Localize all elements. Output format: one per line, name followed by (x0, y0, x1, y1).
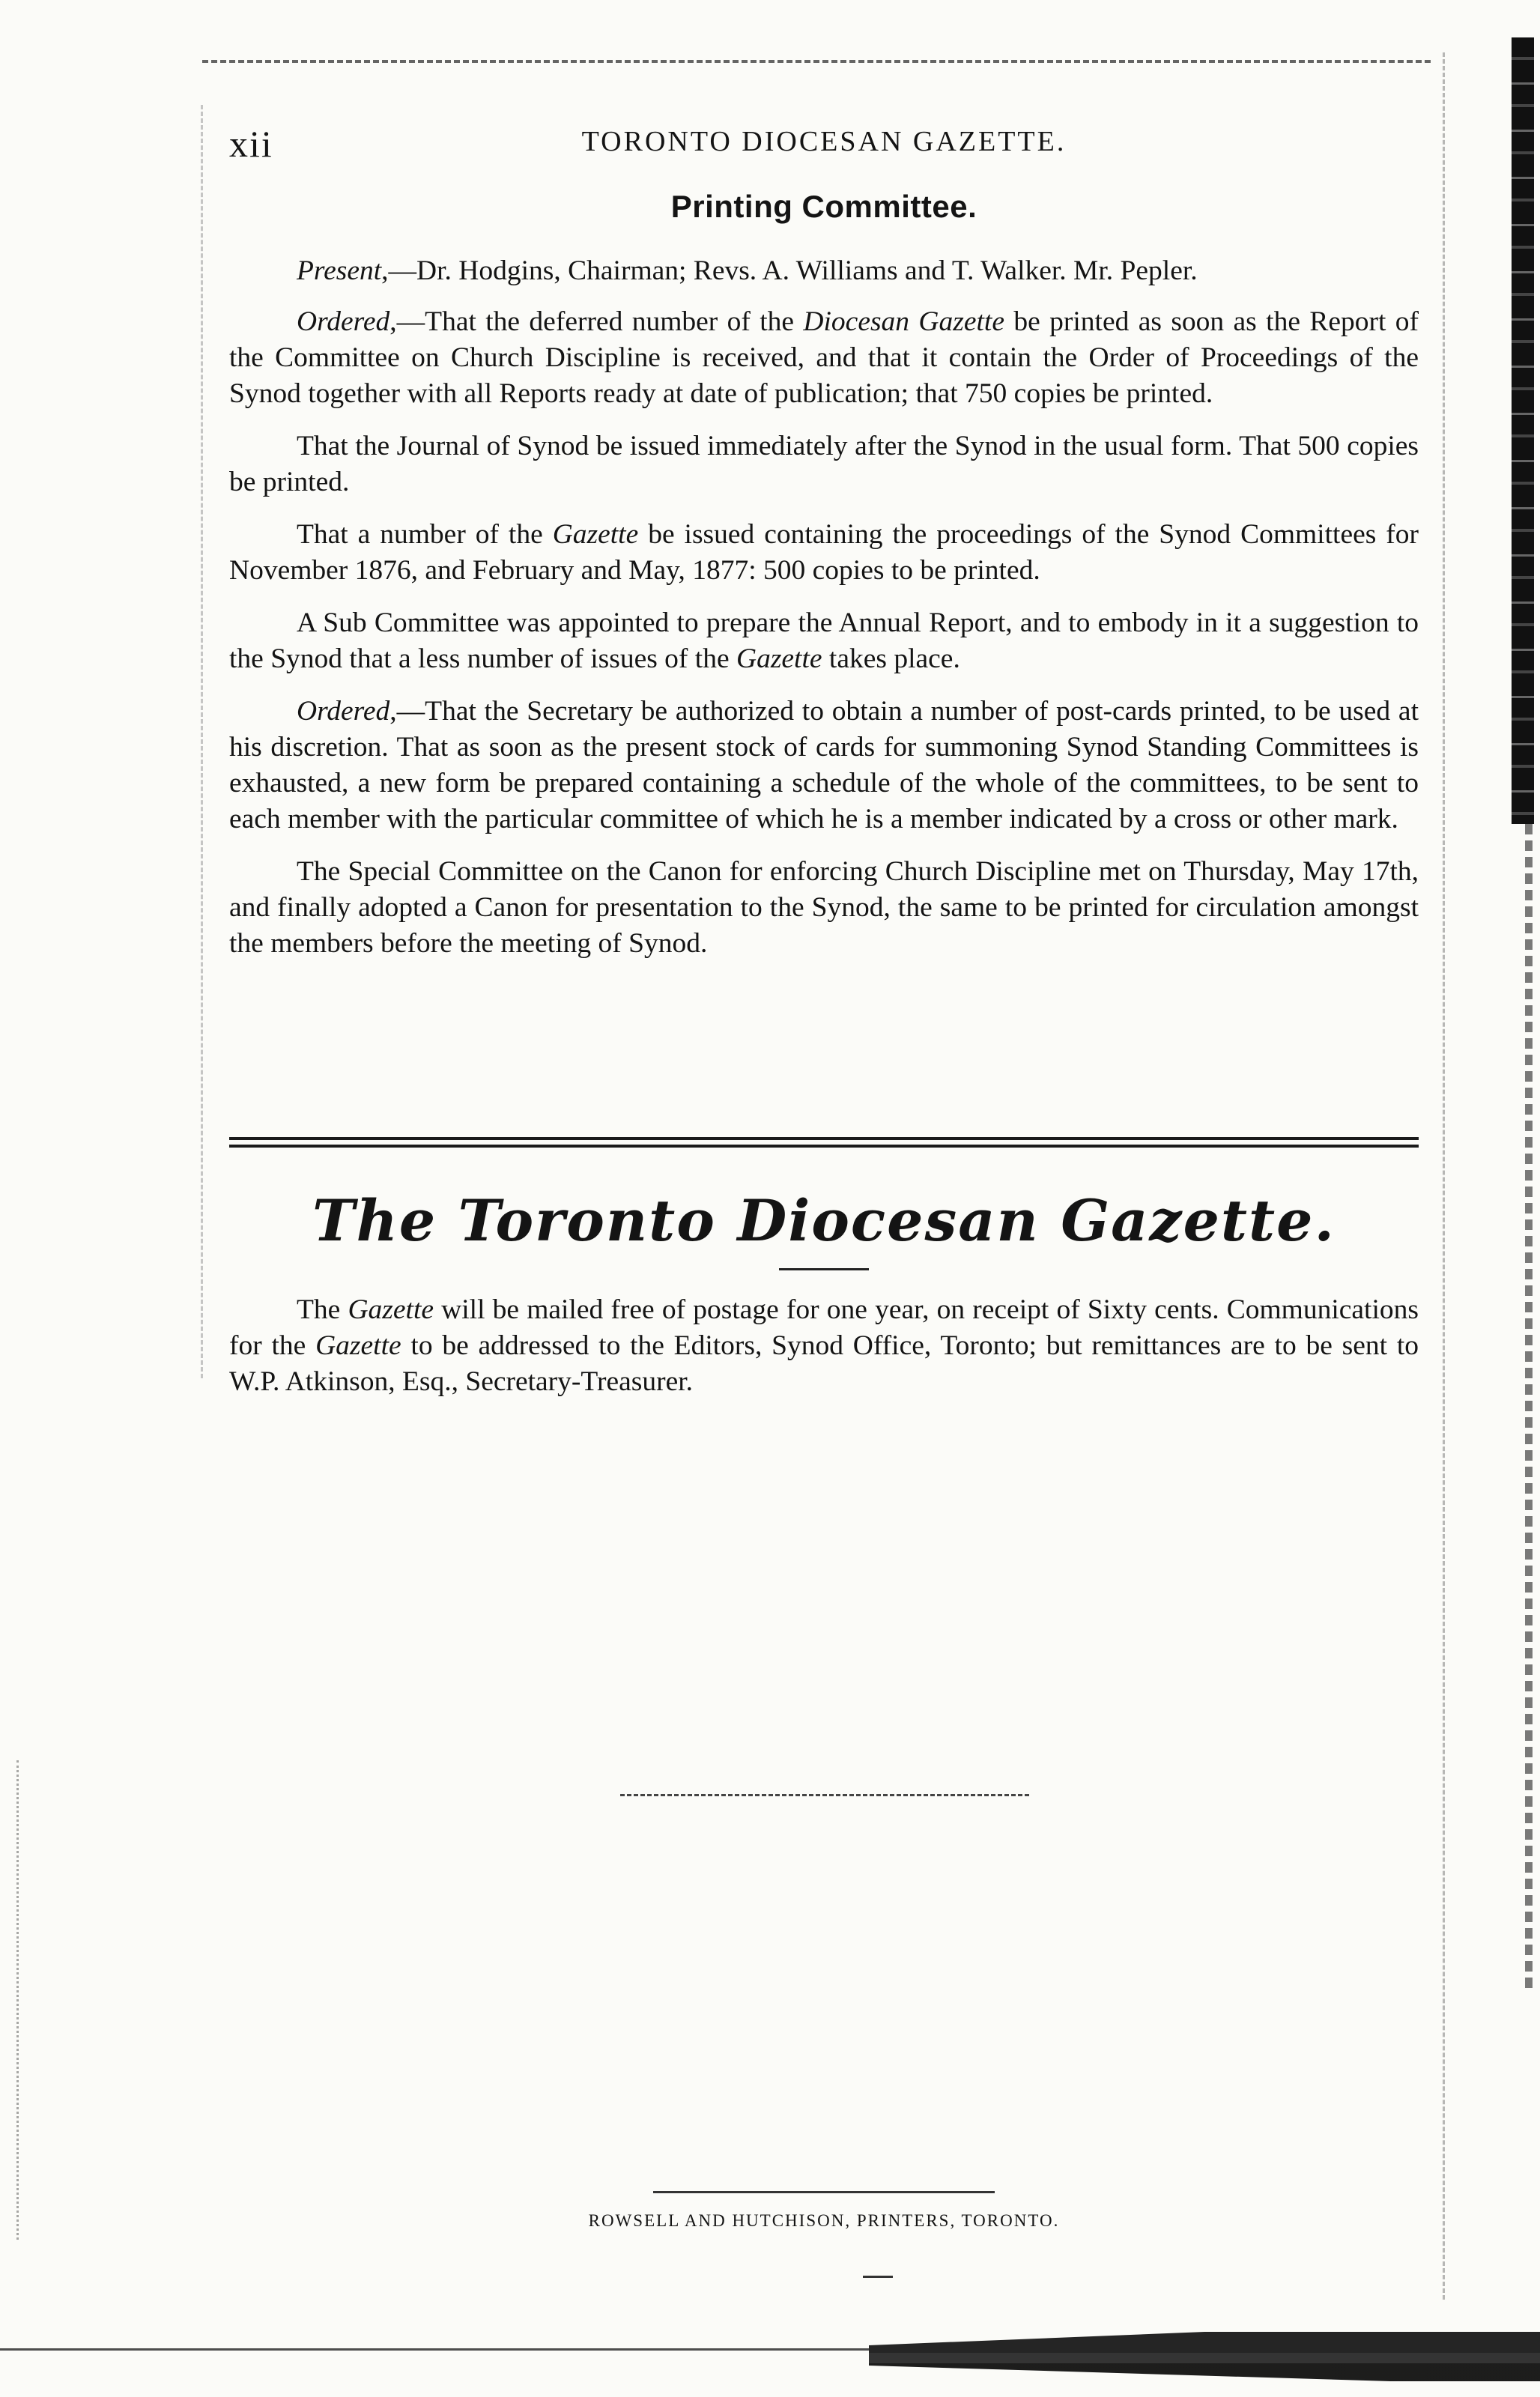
gazette-notice (229, 1292, 1419, 1400)
paragraph-journal: That the Journal of Synod be issued immediately after the Synod in the usual form. That 500 copies be printed. (229, 431, 1419, 497)
ordered-label: Ordered (297, 306, 390, 337)
scan-margin-left (201, 105, 203, 1378)
dashed-rule (620, 1794, 1029, 1796)
paragraph-ordered-postcards: Ordered,—That the Secretary be authorized to obtain a number of post-cards printed, to be used at his discretion. That as soon as the present stock of cards for summoning Synod Standing Committees is exhausted, a new form be prepared containing a schedule of the whole of the committees, to be sent to each member with the particular committee of which he is a member indicated by a cross or other mark. (229, 696, 1419, 834)
running-head-title: TORONTO DIOCESAN GAZETTE. (581, 126, 1067, 157)
paragraph-present (229, 253, 1419, 289)
paragraph-special-committee: The Special Committee on the Canon for enforcing Church Discipline met on Thursday, May 17th, and finally adopted a Canon for presentation to the Synod, the same to be printed for circulation amongst the members before the meeting of Synod. (229, 856, 1419, 959)
gazette-title: The Toronto Diocesan Gazette. (312, 1187, 1336, 1254)
page-number: xii (229, 123, 273, 165)
short-rule (779, 1268, 869, 1270)
paragraph-number: That a number of the Gazette be issued containing the proceedings of the Synod Committees for November 1876, and February and May, 1877: 500 copies to be printed. (229, 519, 1419, 586)
printer-imprint: ROWSELL AND HUTCHISON, PRINTERS, TORONTO. (588, 2211, 1060, 2230)
imprint-rule (653, 2191, 995, 2193)
tiny-rule (863, 2276, 893, 2278)
present-text: ,—Dr. Hodgins, Chairman; Revs. A. Williams and T. Walker. Mr. Pepler. (381, 255, 1198, 286)
scan-edge-top (202, 60, 1431, 63)
ordered-label: Ordered (297, 696, 390, 727)
scan-bottom-band (869, 2318, 1540, 2386)
paragraph-ordered-gazette: Ordered,—That the deferred number of the Diocesan Gazette be printed as soon as the Report of the Committee on Church Discipline is received, and that it contain the Order of Proceedings of the Synod together with all Reports ready at date of publication; that 750 copies be printed. (229, 306, 1419, 409)
scan-margin-right (1443, 52, 1445, 2300)
section-heading: Printing Committee. (670, 189, 977, 224)
running-head (229, 122, 1419, 167)
double-rule-divider (229, 1137, 1419, 1148)
printing-committee-body (229, 253, 1419, 978)
scan-margin-left-lower (16, 1760, 19, 2240)
present-label: Present (297, 255, 382, 286)
scan-edge-right-lower (1525, 824, 1533, 1993)
scan-bottom-line (0, 2348, 869, 2351)
notice-paragraph: The Gazette will be mailed free of postage for one year, on receipt of Sixty cents. Communications for the Gazette to be addressed to the Editors, Synod Office, Toronto; but remittances are to be sent to W.P. Atkinson, Esq., Secretary-Treasurer. (229, 1294, 1419, 1397)
scan-edge-right (1512, 37, 1534, 824)
paragraph-sub-committee: A Sub Committee was appointed to prepare the Annual Report, and to embody in it a suggestion to the Synod that a less number of issues of the Gazette takes place. (229, 607, 1419, 674)
